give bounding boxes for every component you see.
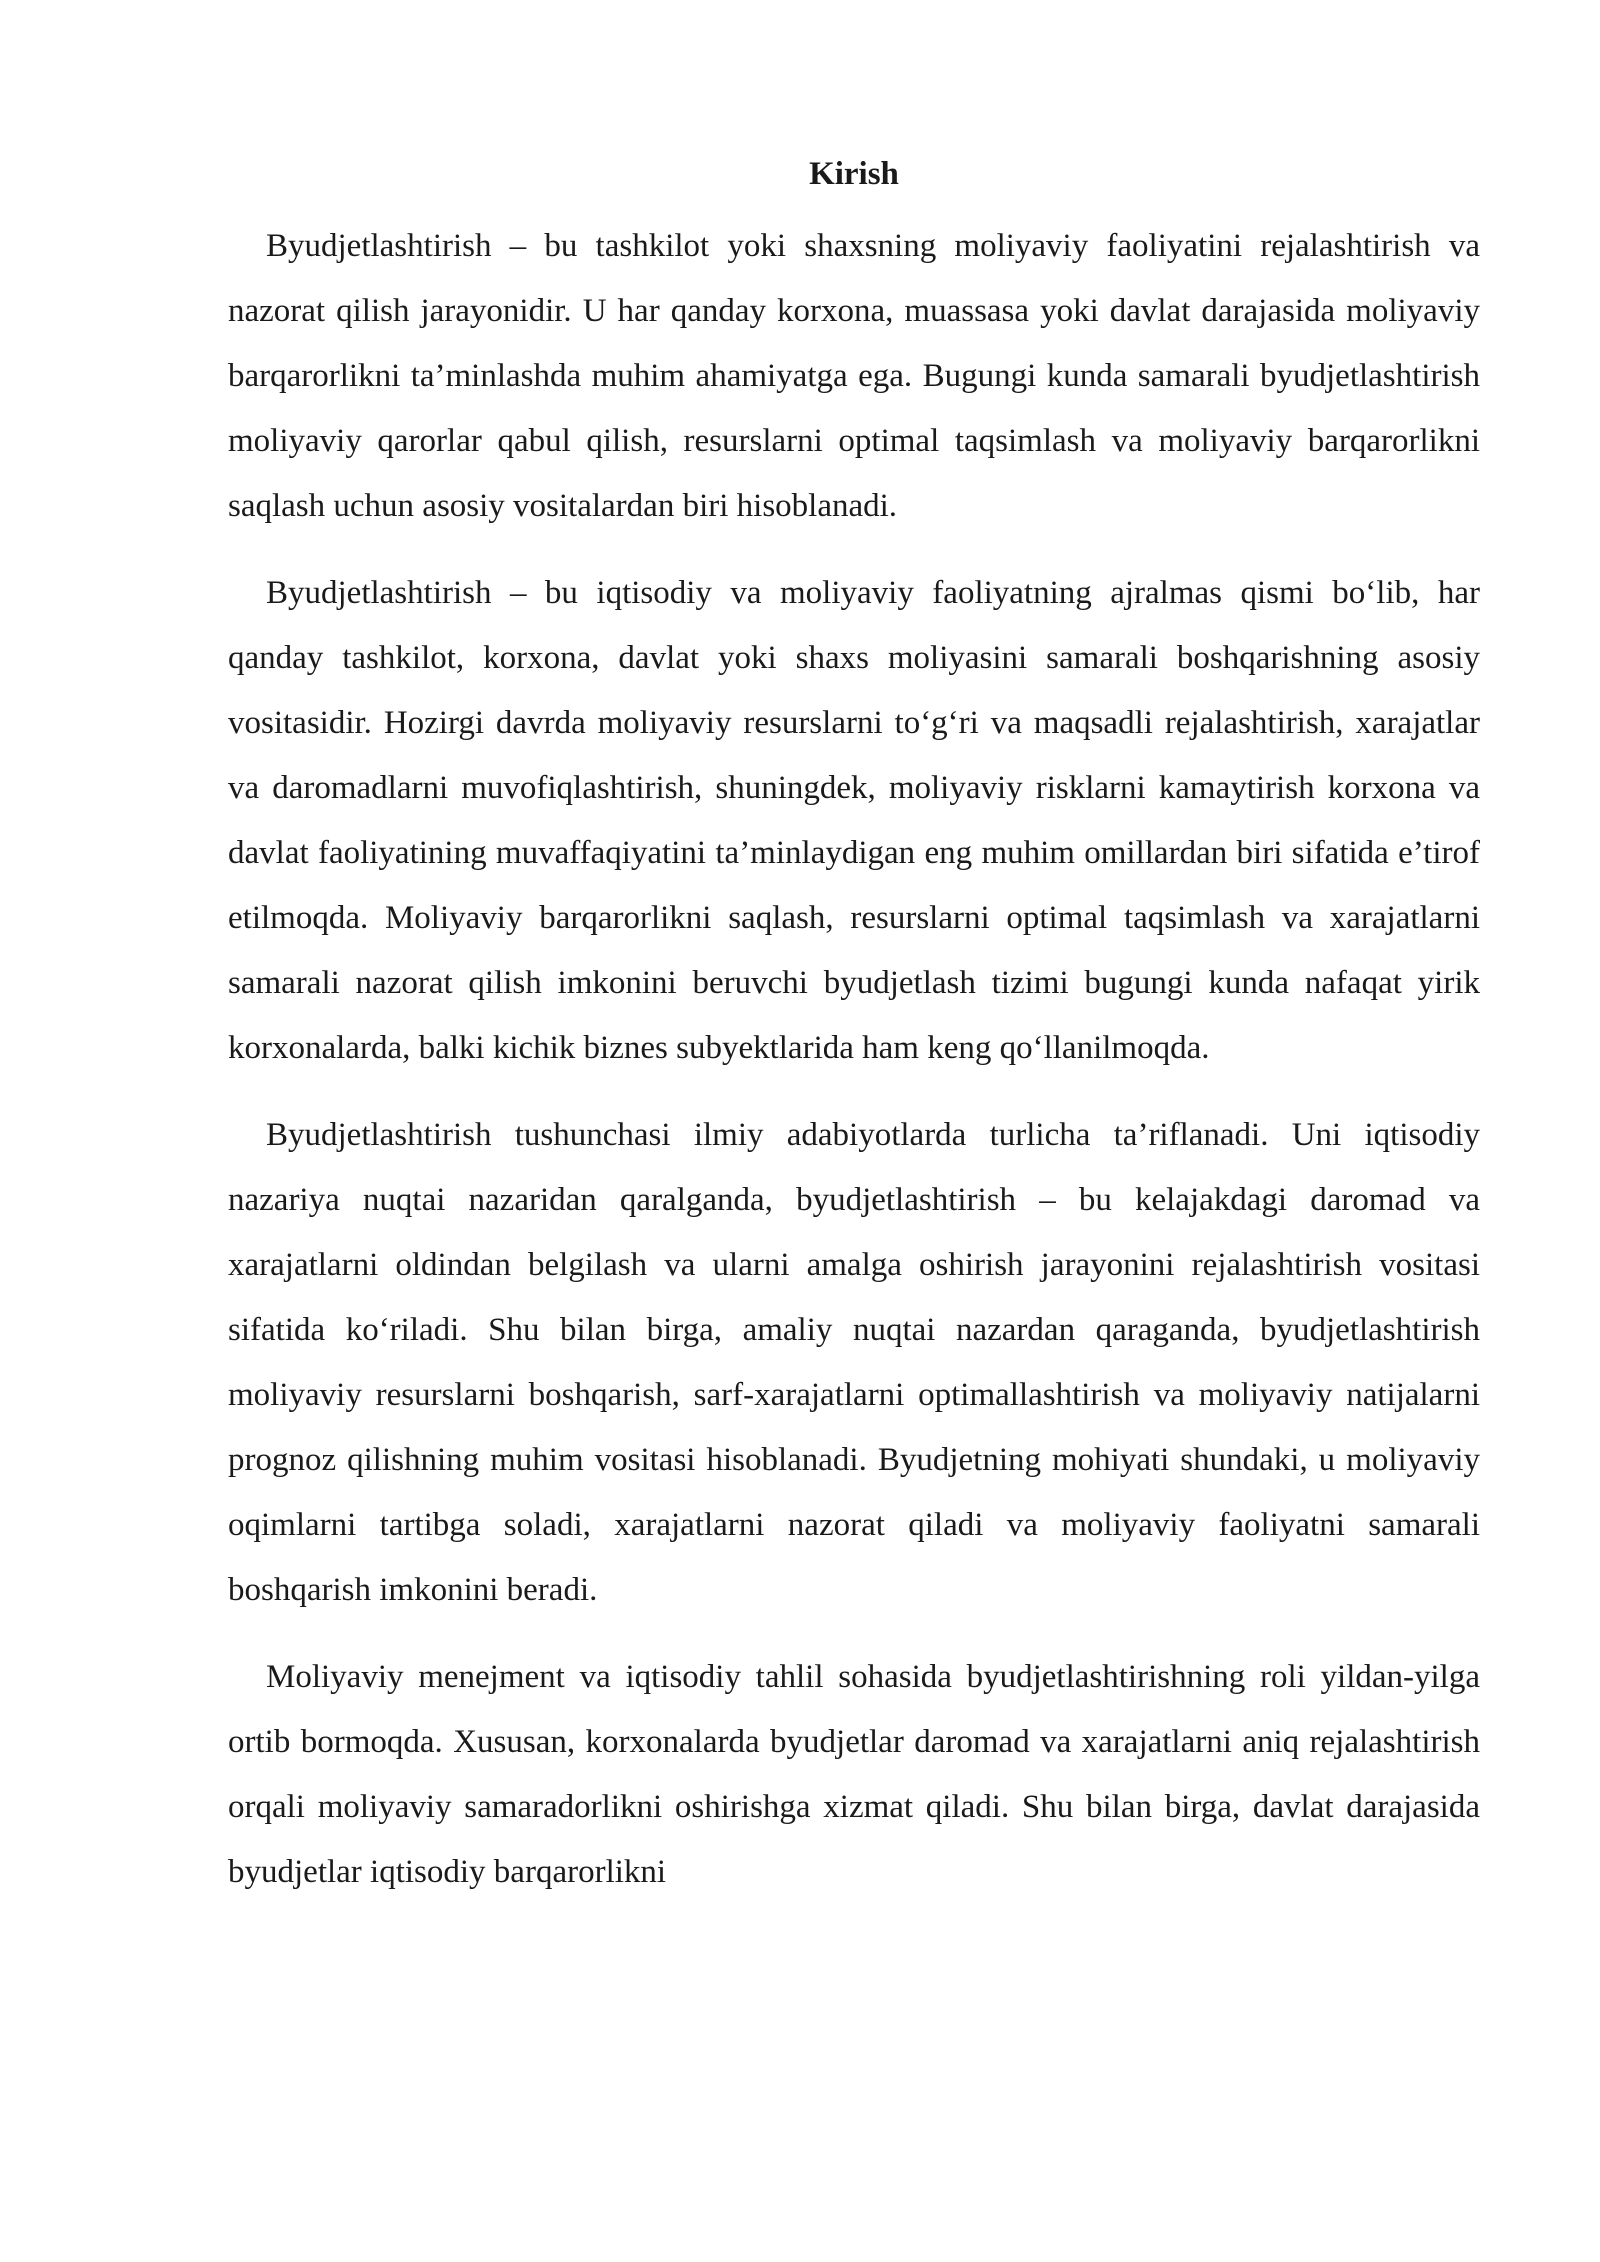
document-body [228,148,1480,1927]
paragraph-2: Byudjetlashtirish – bu iqtisodiy va moliyaviy faoliyatning ajralmas qismi bo‘lib, har qanday tashkilot, korxona, davlat yoki shaxs moliyasini samarali boshqarishning asosiy vositasidir. Hozirgi davrda moliyaviy resurslarni to‘g‘ri va maqsadli rejalashtirish, xarajatlar va daromadlarni muvofiqlashtirish, shuningdek, moliyaviy risklarni kamaytirish korxona va davlat faoliyatining muvaffaqiyatini ta’minlaydigan eng muhim omillardan biri sifatida e’tirof etilmoqda. Moliyaviy barqarorlikni saqlash, resurslarni optimal taqsimlash va xarajatlarni samarali nazorat qilish imkonini beruvchi byudjetlash tizimi bugungi kunda nafaqat yirik korxonalarda, balki kichik biznes subyektlarida ham keng qo‘llanilmoqda. [228,575,1480,1066]
paragraph-4: Moliyaviy menejment va iqtisodiy tahlil sohasida byudjetlashtirishning roli yildan-yilga ortib bormoqda. Xususan, korxonalarda byudjetlar daromad va xarajatlarni aniq rejalashtirish orqali moliyaviy samaradorlikni oshirishga xizmat qiladi. Shu bilan birga, davlat darajasida byudjetlar iqtisodiy barqarorlikni [228,1659,1480,1890]
paragraph-1: Byudjetlashtirish – bu tashkilot yoki shaxsning moliyaviy faoliyatini rejalashtirish va nazorat qilish jarayonidir. U har qanday korxona, muassasa yoki davlat darajasida moliyaviy barqarorlikni ta’minlashda muhim ahamiyatga ega. Bugungi kunda samarali byudjetlashtirish moliyaviy qarorlar qabul qilish, resurslarni optimal taqsimlash va moliyaviy barqarorlikni saqlash uchun asosiy vositalardan biri hisoblanadi. [228,228,1480,524]
paragraph-3: Byudjetlashtirish tushunchasi ilmiy adabiyotlarda turlicha ta’riflanadi. Uni iqtisodiy nazariya nuqtai nazaridan qaralganda, byudjetlashtirish – bu kelajakdagi daromad va xarajatlarni oldindan belgilash va ularni amalga oshirish jarayonini rejalashtirish vositasi sifatida ko‘riladi. Shu bilan birga, amaliy nuqtai nazardan qaraganda, byudjetlashtirish moliyaviy resurslarni boshqarish, sarf-xarajatlarni optimallashtirish va moliyaviy natijalarni prognoz qilishning muhim vositasi hisoblanadi. Byudjetning mohiyati shundaki, u moliyaviy oqimlarni tartibga soladi, xarajatlarni nazorat qiladi va moliyaviy faoliyatni samarali boshqarish imkonini beradi. [228,1117,1480,1608]
section-title: Kirish [809,156,899,192]
